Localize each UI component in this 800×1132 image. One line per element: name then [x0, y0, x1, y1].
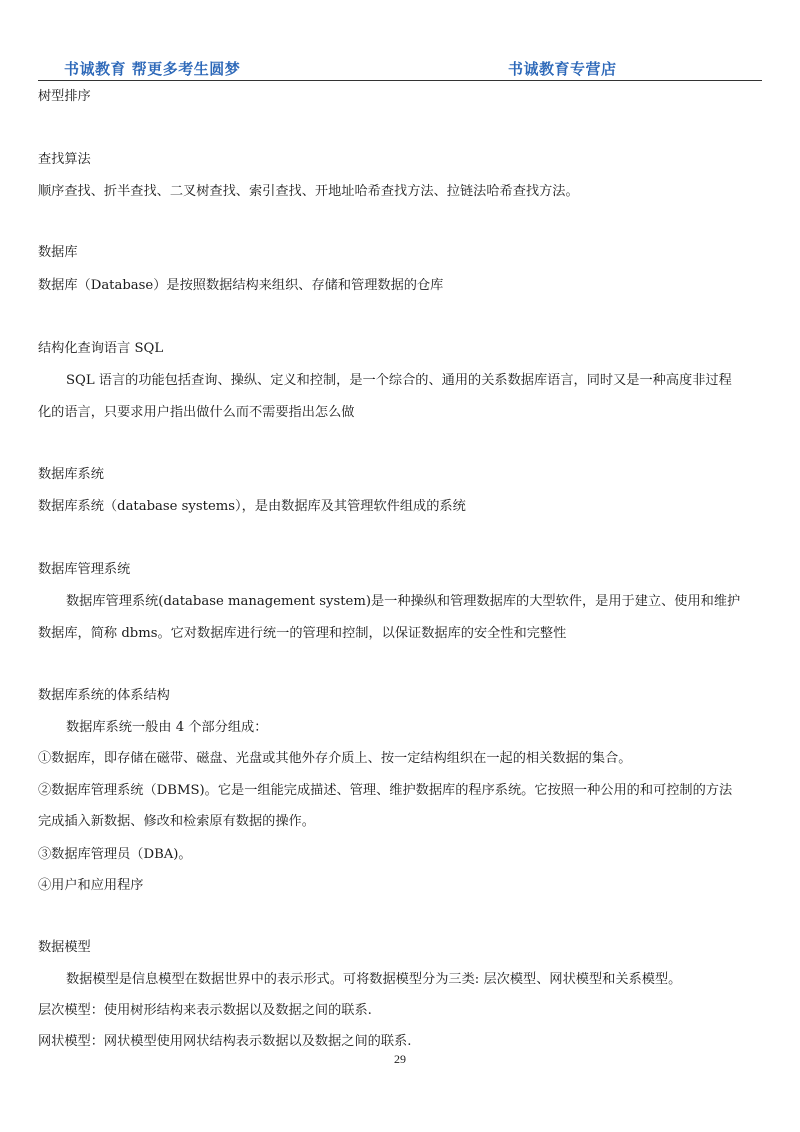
section-heading: 数据库系统的体系结构 [38, 688, 170, 703]
text-line: SQL 语言的功能包括查询、操纵、定义和控制，是一个综合的、通用的关系数据库语言，同时又是一种高度非过程 [66, 373, 732, 388]
section-heading: 数据库系统 [38, 467, 104, 482]
list-item: ③数据库管理员（DBA)。 [38, 847, 192, 862]
text-line: 完成插入新数据、修改和检索原有数据的操作。 [38, 814, 315, 829]
section-heading: 数据模型 [38, 940, 91, 955]
section-heading: 数据库管理系统 [38, 562, 131, 577]
text-line: 数据库系统一般由 4 个部分组成： [66, 720, 268, 735]
text-line: 数据库管理系统(database management system)是一种操纵和管理数据库的大型软件，是用于建立、使用和维护 [66, 594, 741, 609]
text-line: 数据模型是信息模型在数据世界中的表示形式。可将数据模型分为三类: 层次模型、网状模型和关系模型。 [66, 972, 682, 987]
text-line: 数据库，简称 dbms。它对数据库进行统一的管理和控制，以保证数据库的安全性和完整性 [38, 626, 567, 641]
list-item: ②数据库管理系统（DBMS)。它是一组能完成描述、管理、维护数据库的程序系统。它按照一种公用的和可控制的方法 [38, 783, 733, 798]
text-line: 树型排序 [38, 89, 91, 104]
text-line: 层次模型：使用树形结构来表示数据以及数据之间的联系. [38, 1003, 372, 1018]
text-line: 网状模型：网状模型使用网状结构表示数据以及数据之间的联系. [38, 1034, 412, 1049]
section-heading: 数据库 [38, 245, 78, 260]
header-slogan: 书诚教育 帮更多考生圆梦 [64, 60, 241, 78]
header-store-name: 书诚教育专营店 [508, 60, 617, 78]
list-item: ①数据库，即存储在磁带、磁盘、光盘或其他外存介质上、按一定结构组织在一起的相关数据的集合。 [38, 751, 632, 766]
text-line: 顺序查找、折半查找、二叉树查找、索引查找、开地址哈希查找方法、拉链法哈希查找方法。 [38, 184, 579, 199]
section-heading: 查找算法 [38, 152, 91, 167]
section-heading: 结构化查询语言 SQL [38, 341, 164, 356]
list-item: ④用户和应用程序 [38, 878, 144, 893]
page-number: 29 [394, 1052, 406, 1066]
page-header [38, 56, 762, 81]
text-line: 数据库系统（database systems），是由数据库及其管理软件组成的系统 [38, 499, 466, 514]
text-line: 数据库（Database）是按照数据结构来组织、存储和管理数据的仓库 [38, 278, 444, 293]
text-line: 化的语言，只要求用户指出做什么而不需要指出怎么做 [38, 405, 355, 420]
